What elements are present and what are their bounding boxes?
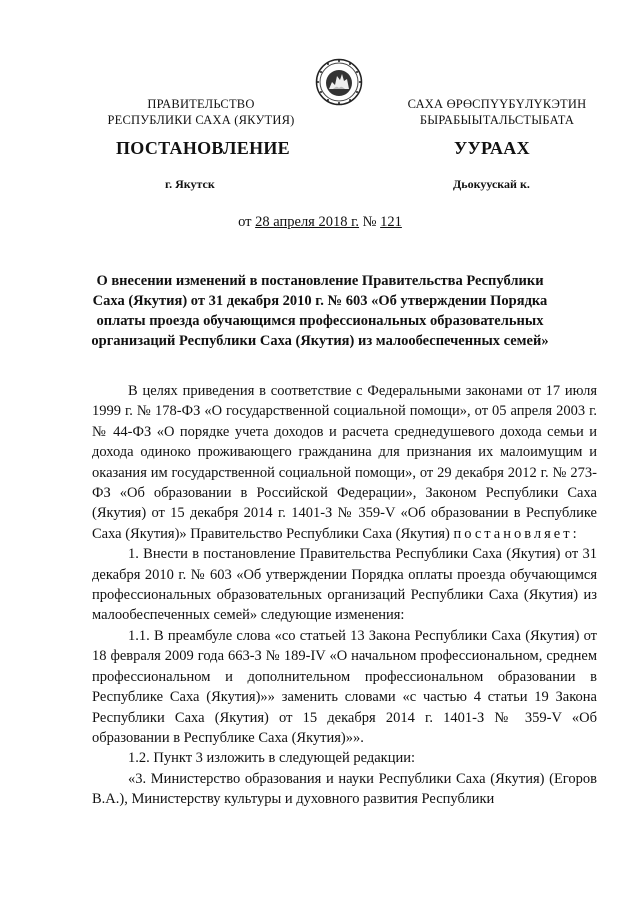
org-line: ПРАВИТЕЛЬСТВО: [147, 97, 255, 111]
org-line: САХА ӨРӨСПҮҮБҮЛҮКЭТИН: [407, 97, 587, 111]
government-name-sakha: [382, 96, 612, 128]
city-sakha: Дьокуускай к.: [453, 177, 530, 191]
preamble-text: В целях приведения в соответствие с Федеральными законами от 17 июля 1999 г. № 178-ФЗ «О государственной социальной помощи», от 05 апреля 2003 г. № 44-ФЗ «О порядке учета доходов и расчета среднедушевого дохода семьи и дохода одиноко проживающего гражданина для признания их малоимущим и оказания им государственной социальной помощи», от 29 декабря 2012 г. № 273-ФЗ «Об образовании в Российской Федерации», Законом Республики Саха (Якутия) от 15 декабря 2014 г. 1401-З № 359-V «Об образовании в Республике Саха (Якутия)» Правительство Республики Саха (Якутия): [92, 383, 597, 542]
resolves-word: постановляет:: [453, 525, 580, 542]
clause-1-2: 1.2. Пункт 3 изложить в следующей редакции:: [128, 750, 416, 767]
government-name-ru: [86, 96, 316, 128]
title-line: организаций Республики Саха (Якутия) из малообеспеченных семей»: [91, 333, 549, 349]
date-prefix: от: [238, 214, 256, 230]
document-title: [86, 271, 554, 351]
org-line: БЫРАБЫЫТАЛЬСТЫБАТА: [419, 113, 575, 127]
decree-date: 28 апреля 2018 г.: [255, 214, 360, 230]
city-ru: г. Якутск: [165, 177, 215, 191]
clause-1: 1. Внести в постановление Правительства Республики Саха (Якутия) от 31 декабря 2010 г. № 603 «Об утверждении Порядка оплаты проезда обучающимся профессиональных образовательных организаций Республики Саха (Якутия) из малообеспеченных семей» следующие изменения:: [92, 546, 597, 624]
preamble-paragraph: [92, 381, 597, 544]
document-body: [92, 381, 597, 810]
number-sign: №: [359, 214, 381, 230]
title-line: оплаты проезда обучающимся профессиональных образовательных: [96, 313, 544, 329]
clause-1-1: 1.1. В преамбуле слова «со статьей 13 Закона Республики Саха (Якутия) от 18 февраля 2009 года 663-З № 189-IV «О начальном профессиональном, среднем профессиональном и дополнительном профессиональном образовании в Республике Саха (Якутия)»» заменить словами «с частью 4 статьи 19 Закона Республики Саха (Якутия) от 15 декабря 2014 г. 1401-З № 359-V «Об образовании в Республике Саха (Якутия)»».: [92, 627, 597, 746]
decree-date-number: [0, 214, 640, 231]
title-line: Саха (Якутия) от 31 декабря 2010 г. № 603 «Об утверждении Порядка: [92, 293, 548, 309]
decree-number: 121: [380, 214, 402, 230]
title-line: О внесении изменений в постановление Правительства Республики: [96, 273, 544, 289]
clause-3-new-text: «3. Министерство образования и науки Республики Саха (Якутия) (Егоров В.А.), Министерству культуры и духовного развития Республики: [92, 770, 597, 808]
sakha-coat-of-arms-icon: [315, 58, 363, 106]
doctype-sakha: УУРААХ: [454, 138, 530, 158]
org-line: РЕСПУБЛИКИ САХА (ЯКУТИЯ): [107, 113, 295, 127]
doctype-ru: ПОСТАНОВЛЕНИЕ: [116, 138, 290, 158]
